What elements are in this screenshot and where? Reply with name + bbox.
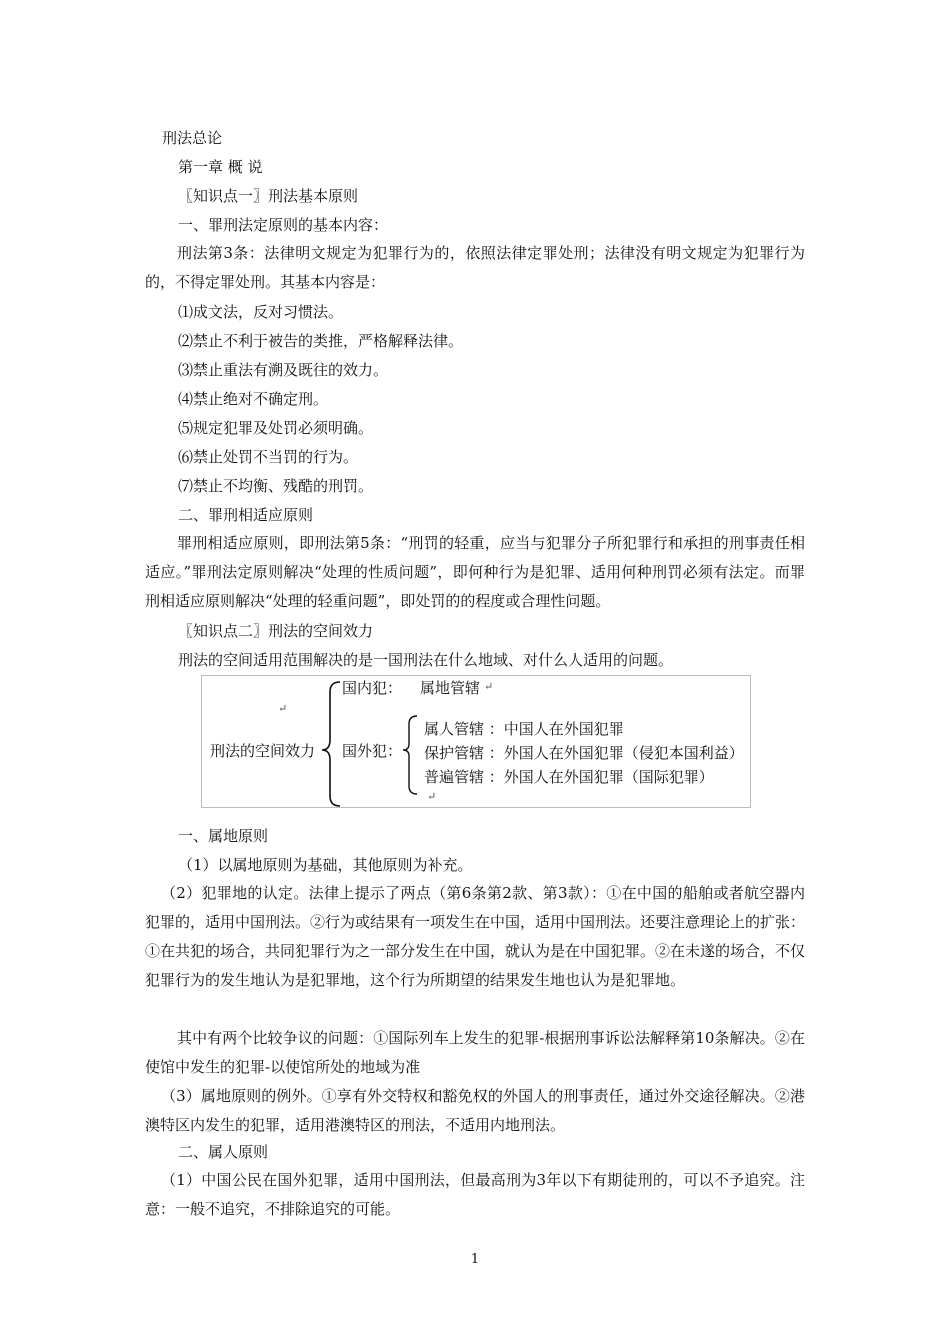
paragraph: 其中有两个比较争议的问题：①国际列车上发生的犯罪-根据刑事诉讼法解释第10条解决。②在使馆中发生的犯罪-以使馆所处的地域为准 (145, 1029, 805, 1076)
list-item: ⑴成文法，反对习惯法。 (178, 303, 344, 321)
jurisdiction-rule: 属人管辖 ：中国人在外国犯罪 (424, 720, 624, 738)
jurisdiction-rule: 保护管辖 ：外国人在外国犯罪（侵犯本国利益） (424, 744, 744, 762)
section-heading: 二、属人原则 (178, 1143, 269, 1161)
section-heading: 一、罪刑法定原则的基本内容： (178, 216, 389, 234)
spatial-effect-diagram (201, 675, 751, 808)
list-item: ⑸规定犯罪及处罚必须明确。 (178, 419, 374, 437)
document-title: 刑法总论 (162, 129, 223, 147)
section-heading: 一、属地原则 (178, 827, 269, 845)
return-mark: ↵ (484, 680, 494, 693)
knowledge-point-heading: 〖知识点一〗刑法基本原则 (178, 187, 359, 205)
section-heading: 二、罪刑相适应原则 (178, 506, 314, 524)
domestic-rule: 属地管辖 (420, 679, 481, 697)
paragraph: 罪刑相适应原则，即刑法第5条：“刑罚的轻重，应当与犯罪分子所犯罪行和承担的刑事责任相适应。”罪刑法定原则解决“处理的性质问题”，即何种行为是犯罪、适用何种刑罚必须有法定。而罪刑相适应原则解决“处理的轻重问题”，即处罚的的程度或合理性问题。 (145, 534, 805, 610)
return-mark: ↵ (278, 702, 288, 715)
paragraph: （1）以属地原则为基础，其他原则为补充。 (178, 856, 473, 874)
diagram-root-label: 刑法的空间效力 (210, 742, 316, 760)
page-number: 1 (470, 1252, 480, 1267)
return-mark: ↵ (427, 790, 437, 803)
chapter-heading: 第一章 概 说 (178, 158, 263, 176)
list-item: ⑺禁止不均衡、残酷的刑罚。 (178, 477, 374, 495)
jurisdiction-rule: 普遍管辖 ：外国人在外国犯罪（国际犯罪） (424, 768, 714, 786)
paragraph: （2）犯罪地的认定。法律上提示了两点（第6条第2款、第3款）：①在中国的船舶或者航空器内犯罪的，适用中国刑法。②行为或结果有一项发生在中国，适用中国刑法。还要注意理论上的扩张：①在共犯的场合，共同犯罪行为之一部分发生在中国，就认为是在中国犯罪。②在未遂的场合，不仅犯罪行为的发生地认为是犯罪地，这个行为所期望的结果发生地也认为是犯罪地。 (145, 884, 806, 989)
paragraph: （1）中国公民在国外犯罪，适用中国刑法，但最高刑为3年以下有期徒刑的，可以不予追究。注意：一般不追究，不排除追究的可能。 (145, 1171, 805, 1218)
knowledge-point-heading: 〖知识点二〗刑法的空间效力 (178, 622, 374, 640)
list-item: ⑵禁止不利于被告的类推，严格解释法律。 (178, 332, 464, 350)
list-item: ⑷禁止绝对不确定刑。 (178, 390, 329, 408)
foreign-label: 国外犯： (342, 742, 403, 760)
domestic-label: 国内犯： (342, 679, 403, 697)
list-item: ⑶禁止重法有溯及既往的效力。 (178, 361, 389, 379)
paragraph: 刑法的空间适用范围解决的是一国刑法在什么地域、对什么人适用的问题。 (178, 651, 674, 669)
paragraph: 刑法第3条：法律明文规定为犯罪行为的，依照法律定罪处刑；法律没有明文规定为犯罪行为的，不得定罪处刑。其基本内容是： (145, 244, 805, 291)
paragraph: （3）属地原则的例外。①享有外交特权和豁免权的外国人的刑事责任，通过外交途径解决。②港澳特区内发生的犯罪，适用港澳特区的刑法，不适用内地刑法。 (145, 1087, 805, 1134)
list-item: ⑹禁止处罚不当罚的行为。 (178, 448, 359, 466)
